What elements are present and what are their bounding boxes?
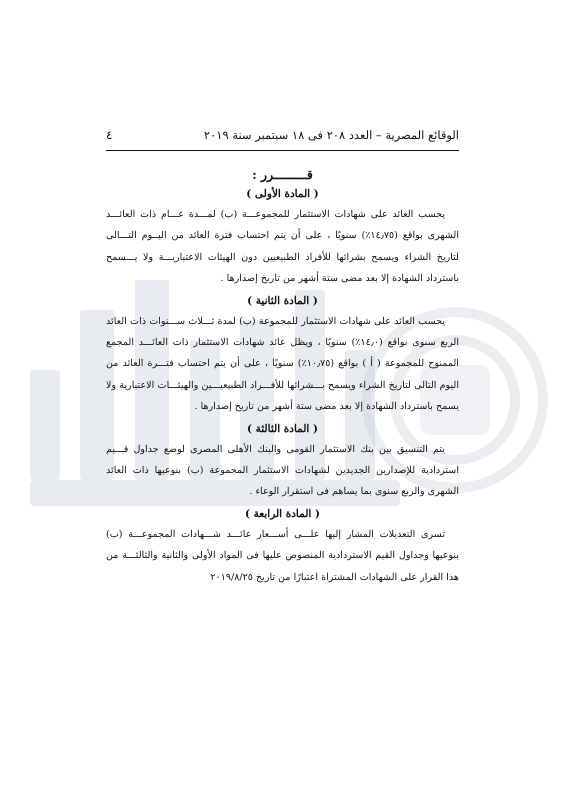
article-1 <box>106 187 459 290</box>
article-body <box>106 439 459 503</box>
page-header <box>106 128 459 146</box>
text-line: الشهرى والربع سنوى بما يساهم فى استقرار الوعاء . <box>249 486 459 498</box>
article-heading: ( المادة الأولى ) <box>246 188 319 200</box>
header-title: الوقائع المصرية – العدد ٢٠٨ فى ١٨ سبتمبر سنة ٢٠١٩ <box>203 128 459 142</box>
article-body <box>106 524 459 588</box>
text-line: باسترداد الشهادة إلا بعد مضى ستة أشهر من تاريخ إصدارها . <box>220 273 459 285</box>
text-line: العائد من اليوم التالى لتاريخ الشراء ويسمح بـــشرائها للأفـــراد الطبيعيـــين والهيئـــات <box>106 358 459 391</box>
article-2 <box>106 294 459 418</box>
article-heading: ( المادة الثالثة ) <box>247 422 318 435</box>
text-line: المجمع الممنوح للمجموعة ( أ ) بواقع (١٠٫٧٥٪) سنويًا ، على أن يتم احتساب فتـــرة <box>106 337 459 370</box>
text-line: لتاريخ الشراء ويسمح بشرائها للأفراد الطبيعيين دون الهيئات الاعتباريـــة ولا يـــسمح <box>106 251 459 263</box>
article-body <box>106 311 459 418</box>
text-line: يحسب العائد على شهادات الاستثمار للمجموعـــة (ب) لمـــدة عـــام ذات العائـــد <box>106 209 445 220</box>
text-line: الشهرى بواقع (١٤٫٧٥٪) سنويًا ، على أن يتم احتساب فترة العائد من اليــوم التـــالى <box>106 230 459 242</box>
article-4 <box>106 507 459 588</box>
text-line: العائد الربع سنوى بواقع (١٤٫٠٪) سنويًا ، ويظل عائد شهادات الاستثمار ذات العائـــد <box>106 315 459 349</box>
text-line: من هذا القرار على الشهادات المشتراة اعتبارًا من تاريخ ٢٠١٩/٨/٢٥ <box>106 550 459 583</box>
page-number: ٤ <box>106 128 113 142</box>
text-line: الاعتبارية ولا يسمح باسترداد الشهادة إلا بعد مضى ستة أشهر من تاريخ إصدارها . <box>106 379 459 413</box>
decision-title: قـــــــــرر : <box>252 167 313 182</box>
article-heading: ( المادة الثانية ) <box>247 294 318 307</box>
gazette-page <box>106 128 459 588</box>
text-line: يتم التنسيق بين بنك الاستثمار القومى والبنك الأهلى المصرى لوضع جداول قـــيم <box>106 443 445 455</box>
article-heading: ( المادة الرابعة ) <box>245 507 320 520</box>
article-3 <box>106 422 459 503</box>
text-line: يحسب العائد على شهادات الاستثمار للمجموعة (ب) لمدة ثـــلاث ســـنوات ذات <box>130 315 445 327</box>
header-divider <box>106 150 459 151</box>
text-line: بنوعيها وجداول القيم الاستردادية المنصوص عليها فى المواد الأولى والثانية والثالثـــة <box>122 550 459 562</box>
text-line: استردادية للإصدارين الجديدين لشهادات الاستثمار المجموعة (ب) بنوعيها ذات العائد <box>106 465 459 477</box>
text-line: تسرى التعديلات المشار إليها علـــى أســـعار عائـــد شـــهادات المجموعـــة (ب) <box>106 528 445 540</box>
article-body <box>106 204 459 290</box>
